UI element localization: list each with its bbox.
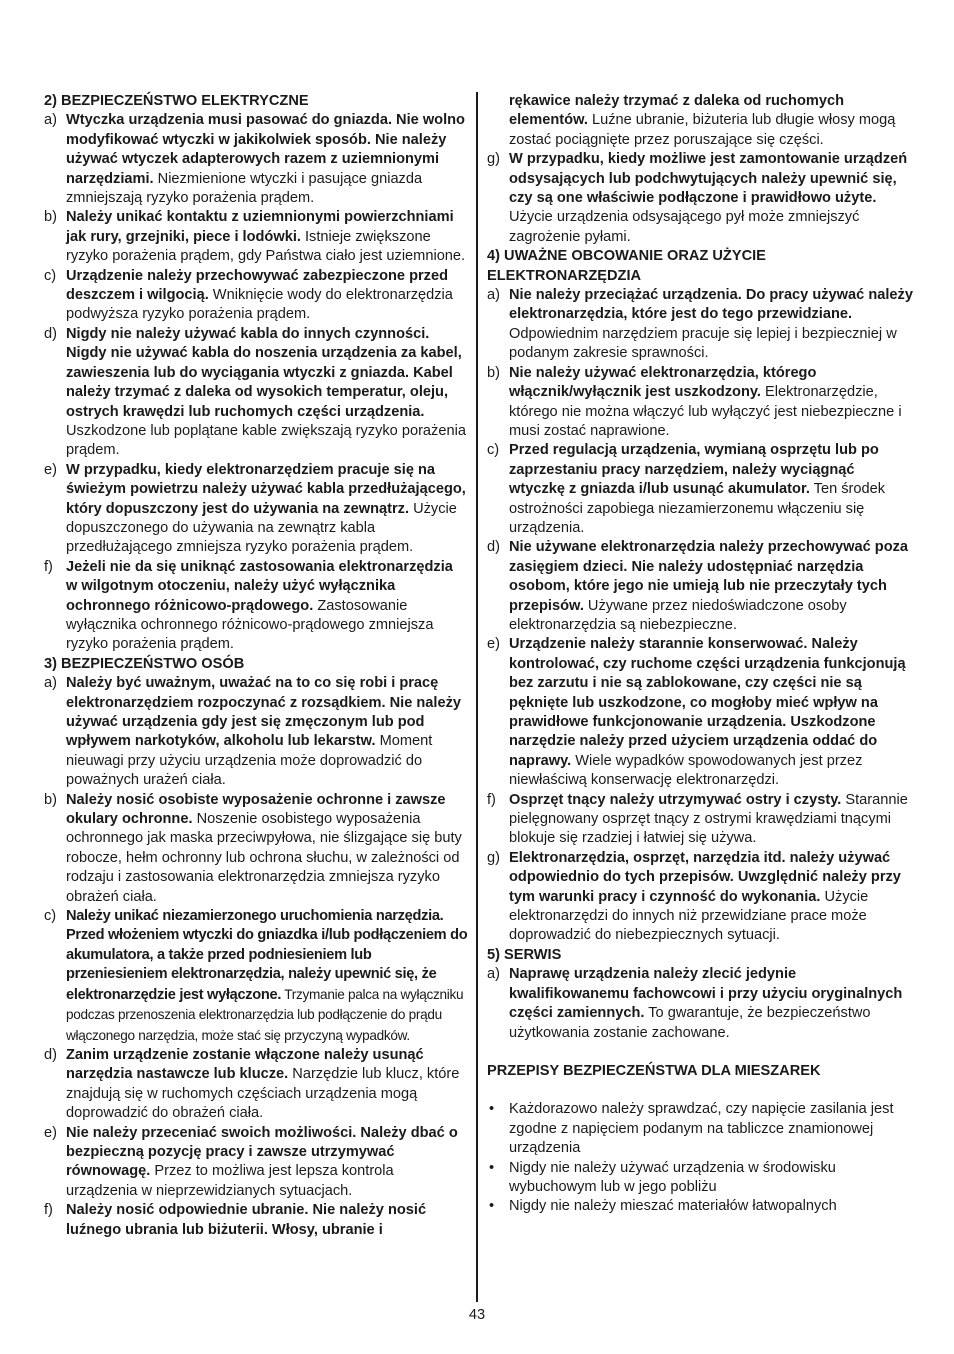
list-item: c) Urządzenie należy przechowywać zabezpieczone przed deszczem i wilgocią. Wniknięcie wody do elektronarzędzia podwyższa ryzyko porażenia prądem. <box>44 267 453 323</box>
bullet-icon: • <box>489 1101 495 1118</box>
bullet-item: • Nigdy nie należy używać urządzenia w środowisku wybuchowym lub w jego pobliżu <box>489 1159 836 1195</box>
section-heading-personal: 3) BEZPIECZEŃSTWO OSÓB <box>44 655 245 672</box>
section-heading-service: 5) SERWIS <box>487 946 562 963</box>
bullet-icon: • <box>489 1159 495 1176</box>
list-item: e) W przypadku, kiedy elektronarzędziem pracuje się na świeżym powietrzu należy używać kabla przedłużającego, który dopuszczony jest do używania na zewnątrz. Użycie dopuszczonego do używania na zewnątrz kabla przedłużającego zmniejsza ryzyko porażenia prądem. <box>44 461 466 556</box>
list-item: b) Należy nosić osobiste wyposażenie ochronne i zawsze okulary ochronne. Noszenie osobistego wyposażenia ochronnego jak maska przeciwpyłowa, nie ślizgające się buty robocze, hełm ochronny lub ochrona słuchu, w zależności od rodzaju i zastosowania elektronarzędzia zmniejsza ryzyko obrażeń ciała. <box>44 791 462 905</box>
list-item: d) Nie używane elektronarzędzia należy przechowywać poza zasięgiem dzieci. Nie należy udostępniać narzędzia osobom, które jego nie umieją lub nie przeczytały tych przepisów. Używane przez niedoświadczone osoby elektronarzędzia są niebezpieczne. <box>487 539 909 633</box>
right-column <box>487 92 913 1217</box>
list-item: e) Urządzenie należy starannie konserwować. Należy kontrolować, czy ruchome części urządzenia funkcjonują bez zarzutu i nie są zablokowane, czy części nie są pęknięte lub uszkodzone, co mogłoby mieć wpływ na prawidłowe funkcjonowanie urządzenia. Uszkodzone narzędzie należy przed użyciem urządzenia oddać do naprawy. Wiele wypadków spowodowanych jest przez niewłaściwą konserwację elektronarzędzi. <box>487 636 906 789</box>
bullet-item: • Nigdy nie należy mieszać materiałów łatwopalnych <box>487 1197 913 1216</box>
page-number: 43 <box>468 1307 486 1323</box>
personal-items <box>44 674 468 1240</box>
list-item: b) Należy unikać kontaktu z uziemnionymi powierzchniami jak rury, grzejniki, piece i lodówki. Istnieje zwiększone ryzyko porażenia prądem, gdy Państwa ciało jest uziemnione. <box>44 209 466 265</box>
list-item-continuation: rękawice należy trzymać z daleka od ruchomych elementów. Luźne ubranie, biżuteria lub długie włosy mogą zostać pociągnięte przez poruszające się części. <box>509 93 896 148</box>
list-item: f) Osprzęt tnący należy utrzymywać ostry i czysty. Starannie pielęgnowany osprzęt tnący z ostrymi krawędziami tnącymi blokuje się rzadziej i łatwiej się używa. <box>487 791 908 847</box>
section-heading-tool-use: 4) UWAŻNE OBCOWANIE ORAZ UŻYCIE ELEKTRONARZĘDZIA <box>487 248 766 284</box>
spacer <box>487 1081 913 1100</box>
list-item: c) Przed regulacją urządzenia, wymianą osprzętu lub po zaprzestaniu pracy narzędziem, należy wyciągnąć wtyczkę z gniazda i/lub usunąć akumulator. Ten środek ostrożności zapobiega niezamierzonemu włączeniu się urządzenia. <box>487 442 886 536</box>
list-item: e) Nie należy przeceniać swoich możliwości. Należy dbać o bezpieczną pozycję pracy i zawsze utrzymywać równowagę. Przez to możliwa jest lepsza kontrola urządzenia w nieprzewidzianych sytuacjach. <box>44 1124 458 1199</box>
tool-use-items <box>487 286 913 946</box>
list-item: a) Nie należy przeciążać urządzenia. Do pracy używać należy elektronarzędzia, które jest do tego przewidziane. Odpowiednim narzędziem pracuje się lepiej i bezpieczniej w podanym zakresie sprawności. <box>487 287 913 362</box>
list-item: a) Należy być uważnym, uważać na to co się robi i pracę elektronarzędziem rozpoczynać z rozsądkiem. Nie należy używać urządzenia gdy jest się zmęczonym lub pod wpływem narkotyków, alkoholu lub lekarstw. Moment nieuwagi przy użyciu urządzenia może doprowadzić do poważnych urażeń ciała. <box>44 675 461 789</box>
mixer-bullets <box>487 1100 913 1216</box>
bullet-item: • Każdorazowo należy sprawdzać, czy napięcie zasilania jest zgodne z napięciem podanym na tabliczce znamionowej urządzenia <box>489 1101 894 1157</box>
list-item: f) Należy nosić odpowiednie ubranie. Nie należy nosić luźnego ubrania lub biżuterii. Włosy, ubranie i <box>44 1202 427 1238</box>
list-item: d) Nigdy nie należy używać kabla do innych czynności. Nigdy nie używać kabla do noszenia urządzenia za kabel, zawieszenia lub do wyciągania wtyczki z gniazda. Kabel należy trzymać z daleka od wysokich temperatur, oleju, ostrych krawędzi lub ruchomych części urządzenia. Uszkodzone lub poplątane kable zwiększają ryzyko porażenia prądem. <box>44 325 466 459</box>
list-item: a) Naprawę urządzenia należy zlecić jedynie kwalifikowanemu fachowcowi i przy użyciu oryginalnych części zamiennych. To gwarantuje, że bezpieczeństwo użytkowania zostanie zachowane. <box>487 966 903 1041</box>
bullet-icon: • <box>489 1198 495 1215</box>
list-item: g) Elektronarzędzia, osprzęt, narzędzia itd. należy używać odpowiednio do tych przepisów. Uwzględnić należy przy tym warunki pracy i czynność do wykonania. Użycie elektronarzędzi do innych niż przewidziane prace może doprowadzić do niebezpiecznych sytuacji. <box>487 849 901 944</box>
left-column <box>44 92 468 1240</box>
list-item: a) Wtyczka urządzenia musi pasować do gniazda. Nie wolno modyfikować wtyczki w jakikolwiek sposób. Nie należy używać wtyczek adapterowych razem z uziemnionymi narzędziami. Niezmienione wtyczki i pasujące gniazda zmniejszają ryzyko porażenia prądem. <box>44 112 465 207</box>
list-item: g) W przypadku, kiedy możliwe jest zamontowanie urządzeń odsysających lub podchwytujących należy upewnić się, czy są one właściwie podłączone i prawidłowo użyte. Użycie urządzenia odsysającego pył może zmniejszyć zagrożenie pyłami. <box>487 151 908 245</box>
column-divider <box>476 92 478 1302</box>
list-item: d) Zanim urządzenie zostanie włączone należy usunąć narzędzia nastawcze lub klucze. Narzędzie lub klucz, które znajdują się w ruchomych częściach urządzenia mogą doprowadzić do obrażeń ciała. <box>44 1046 460 1122</box>
spacer <box>487 1043 913 1062</box>
electrical-items <box>44 111 468 654</box>
section-heading-mixers: PRZEPISY BEZPIECZEŃSTWA DLA MIESZAREK <box>487 1062 821 1079</box>
section-heading-electrical: 2) BEZPIECZEŃSTWO ELEKTRYCZNE <box>44 93 309 109</box>
list-item: f) Jeżeli nie da się uniknąć zastosowania elektronarzędzia w wilgotnym otoczeniu, należy użyć wyłącznika ochronnego różnicowo-prądowego. Zastosowanie wyłącznika ochronnego różnicowo-prądowego zmniejsza ryzyko porażenia prądem. <box>44 558 453 653</box>
list-item: c) Należy unikać niezamierzonego uruchomienia narzędzia. Przed włożeniem wtyczki do gniazdka i/lub podłączeniem do akumulatora, a także przed podniesieniem lub przeniesieniem elektronarzędzia, należy upewnić się, że elektronarzędzie jest wyłączone. Trzymanie palca na wyłączniku podczas przenoszenia elektronarzędzia lub podłączenie do prądu włączonego narzędzia, może stać się przyczyną wypadków. <box>44 908 468 1043</box>
list-item: b) Nie należy używać elektronarzędzia, którego włącznik/wyłącznik jest uszkodzony. Elektronarzędzie, którego nie można włączyć lub wyłączyć jest niebezpieczne i musi zostać naprawione. <box>487 364 902 439</box>
